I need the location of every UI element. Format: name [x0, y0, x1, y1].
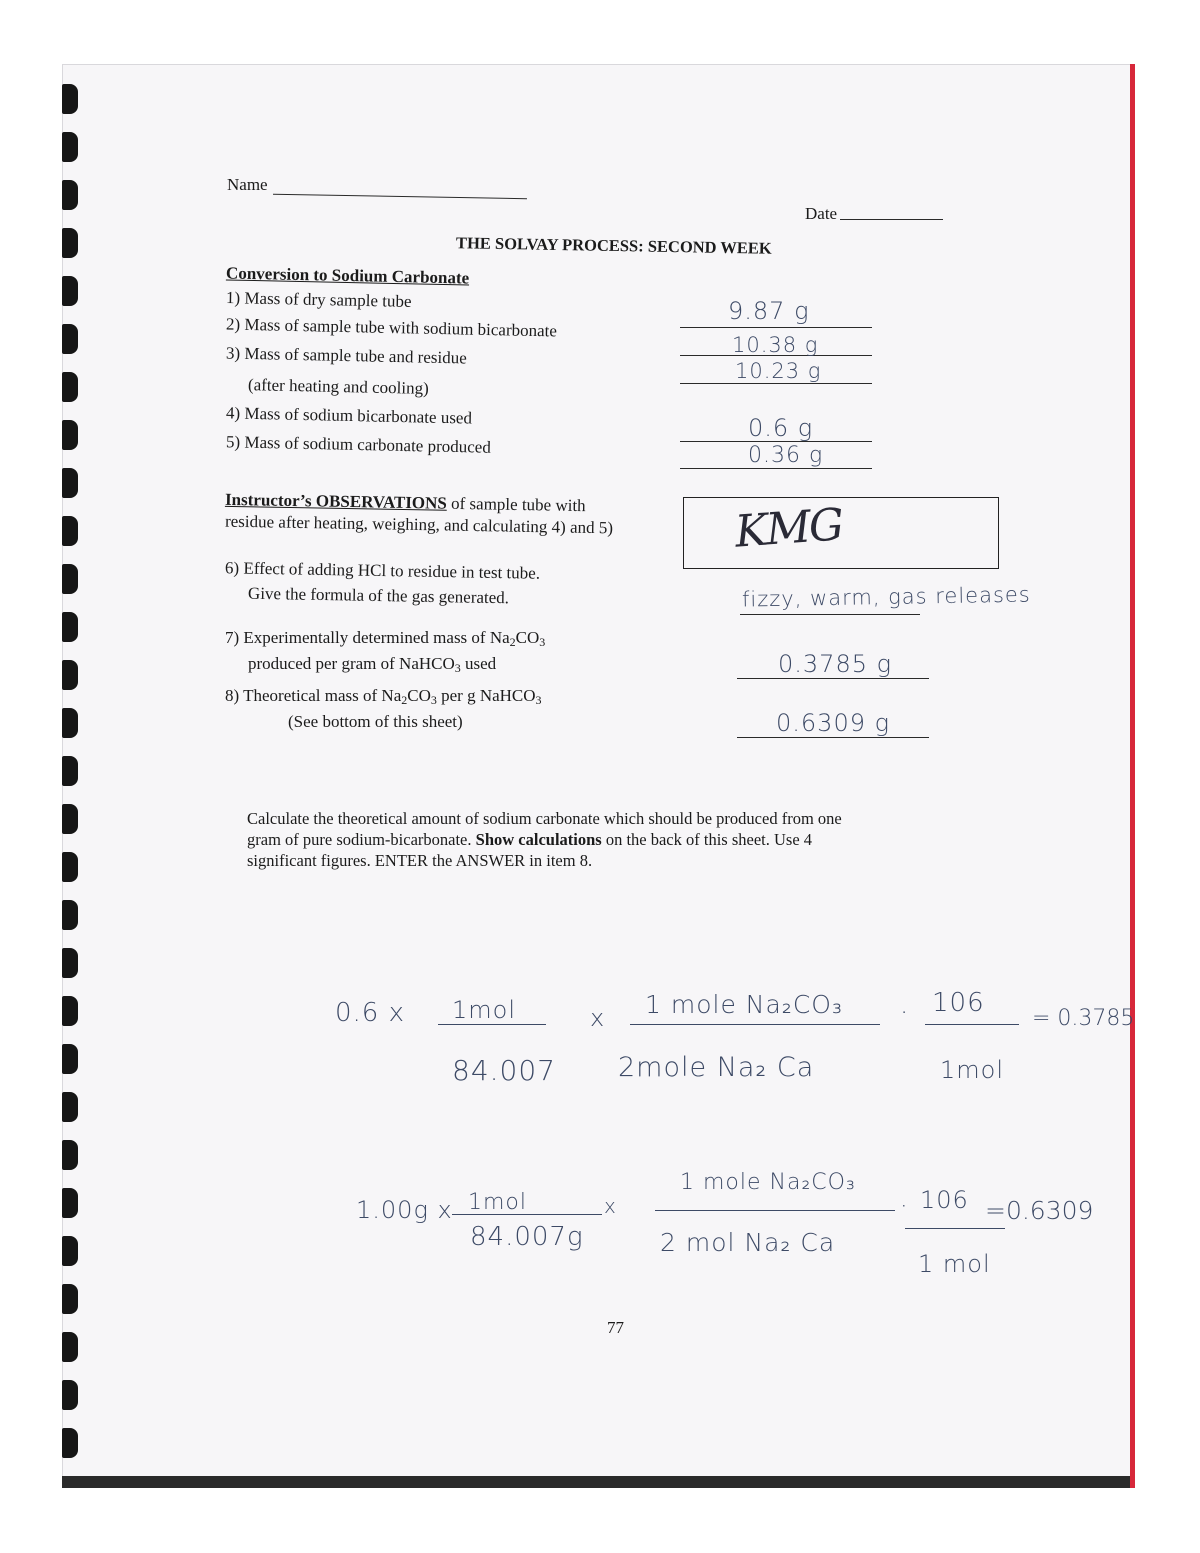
- calc2-f2-den: 2 mol Na₂ Ca: [660, 1228, 836, 1257]
- item-4-label: 4) Mass of sodium bicarbonate used: [225, 403, 473, 428]
- calc1-f3-den: 1mol: [940, 1056, 1004, 1084]
- calc1-dot: ·: [900, 998, 910, 1028]
- q8-sub-2: 2: [401, 693, 408, 707]
- calc1-start: 0.6 x: [335, 998, 405, 1028]
- spiral-binding: [62, 64, 80, 1488]
- calc2-dot: ·: [900, 1192, 909, 1220]
- calc1-f1-den: 84.007: [452, 1054, 556, 1087]
- instructions-line3: significant figures. ENTER the ANSWER in item 8.: [247, 851, 593, 870]
- q7-line1: [225, 628, 545, 648]
- calc1-f3-num: 106: [932, 988, 985, 1018]
- binding-ring: [62, 1044, 78, 1074]
- calc2-result: =0.6309: [985, 1196, 1094, 1225]
- item-3-label: 3) Mass of sample tube and residue: [225, 343, 467, 368]
- instructions-show-calculations: Show calculations: [475, 830, 602, 849]
- binding-ring: [62, 324, 78, 354]
- q6-line1: 6) Effect of adding HCl to residue in test tube.: [224, 558, 541, 583]
- binding-ring: [62, 132, 78, 162]
- calc2-f2-num: 1 mole Na₂CO₃: [680, 1170, 856, 1195]
- q7-line2-text: produced per gram of NaHCO: [248, 654, 455, 673]
- calc1-f2-den: 2mole Na₂ Ca: [618, 1052, 815, 1083]
- item-1-blank: [680, 327, 872, 328]
- calc1-f1-bar: [438, 1024, 546, 1025]
- binding-ring: [62, 420, 78, 450]
- instructions-line2: [247, 830, 812, 850]
- item-4-answer: 0.6 g: [748, 414, 814, 442]
- calc1-f2-bar: [630, 1024, 880, 1025]
- q6-answer: fizzy, warm, gas releases: [741, 582, 1031, 612]
- binding-ring: [62, 612, 78, 642]
- calc2-f1-bar: [452, 1214, 602, 1215]
- binding-ring: [62, 564, 78, 594]
- item-2-answer: 10.38 g: [732, 333, 819, 357]
- q7-line2: [248, 654, 496, 674]
- red-page-edge: [1130, 64, 1135, 1488]
- item-3-answer: 10.23 g: [735, 359, 822, 383]
- binding-ring: [62, 996, 78, 1026]
- calc1-f3-bar: [925, 1024, 1019, 1025]
- q8-line1-per: per g NaHCO: [436, 686, 536, 705]
- section-heading: Conversion to Sodium Carbonate: [225, 263, 470, 288]
- calc1-times: x: [590, 1004, 606, 1032]
- binding-ring: [62, 228, 78, 258]
- calc2-f1-den: 84.007g: [470, 1222, 584, 1252]
- binding-ring: [62, 1188, 78, 1218]
- name-label: Name: [227, 175, 268, 194]
- item-1-label: 1) Mass of dry sample tube: [225, 288, 412, 311]
- q8-line1: [225, 686, 542, 706]
- binding-ring: [62, 1140, 78, 1170]
- binding-ring: [62, 900, 78, 930]
- q7-line2-sub: 3: [454, 661, 461, 675]
- q8-sub-3b: 3: [535, 693, 542, 707]
- binding-ring: [62, 1236, 78, 1266]
- calc2-f3-den: 1 mol: [918, 1250, 991, 1278]
- calc2-f1-num: 1mol: [468, 1190, 527, 1215]
- instructor-initials: KMG: [733, 499, 844, 558]
- q7-line1-text: 7) Experimentally determined mass of Na: [225, 628, 510, 647]
- calc1-f1-num: 1mol: [452, 996, 516, 1024]
- q8-line2: (See bottom of this sheet): [288, 712, 463, 731]
- q7-answer: 0.3785 g: [778, 650, 893, 678]
- page-number: 77: [607, 1318, 624, 1337]
- instructions-line2-a: gram of pure sodium-bicarbonate.: [247, 830, 476, 849]
- q7-line1-co: CO: [515, 628, 540, 647]
- binding-ring: [62, 1380, 78, 1410]
- binding-ring: [62, 708, 78, 738]
- binding-ring: [62, 516, 78, 546]
- observations-heading: Instructor’s OBSERVATIONS: [224, 489, 448, 513]
- calc2-f3-num: 106: [920, 1186, 969, 1214]
- date-blank: [840, 219, 943, 220]
- observations-text1: of sample tube with: [446, 493, 586, 516]
- q7-blank: [737, 678, 929, 679]
- q6-line2: Give the formula of the gas generated.: [247, 583, 510, 608]
- calc1-result: = 0.3785: [1032, 1006, 1135, 1031]
- binding-ring: [62, 372, 78, 402]
- binding-ring: [62, 180, 78, 210]
- binding-ring: [62, 1284, 78, 1314]
- binding-ring: [62, 276, 78, 306]
- binding-ring: [62, 660, 78, 690]
- item-2-label: 2) Mass of sample tube with sodium bicarbonate: [225, 314, 558, 341]
- instructions-line1: Calculate the theoretical amount of sodium carbonate which should be produced from one: [247, 809, 842, 828]
- instructions-line2-b: on the back of this sheet. Use 4: [601, 830, 813, 849]
- q8-blank: [737, 737, 929, 738]
- binding-ring: [62, 852, 78, 882]
- binding-ring: [62, 756, 78, 786]
- binding-ring: [62, 948, 78, 978]
- item-3-sublabel: (after heating and cooling): [247, 375, 429, 398]
- date-label: Date: [805, 204, 838, 223]
- binding-ring: [62, 468, 78, 498]
- page-bottom-shadow: [62, 1476, 1134, 1488]
- item-5-label: 5) Mass of sodium carbonate produced: [225, 432, 492, 457]
- calc2-f3-bar: [905, 1228, 1005, 1229]
- q8-answer: 0.6309 g: [776, 709, 891, 737]
- q7-line2-used: used: [460, 654, 497, 673]
- binding-ring: [62, 804, 78, 834]
- item-3-blank: [680, 383, 872, 384]
- binding-ring: [62, 1332, 78, 1362]
- binding-ring: [62, 1092, 78, 1122]
- q6-blank: [740, 614, 920, 615]
- observations-line2: residue after heating, weighing, and calculating 4) and 5): [224, 511, 614, 538]
- item-5-blank: [680, 468, 872, 469]
- page-title: THE SOLVAY PROCESS: SECOND WEEK: [455, 233, 772, 258]
- q8-sub-3: 3: [430, 693, 437, 707]
- item-5-answer: 0.36 g: [748, 443, 824, 468]
- binding-ring: [62, 84, 78, 114]
- item-1-answer: 9.87 g: [728, 297, 810, 325]
- calc2-start: 1.00g x: [356, 1196, 453, 1224]
- calc2-f2-bar: [655, 1210, 895, 1211]
- q7-sub-2: 2: [509, 635, 516, 649]
- q8-line1-text: 8) Theoretical mass of Na: [225, 686, 402, 705]
- calc2-times: x: [604, 1194, 617, 1218]
- binding-ring: [62, 1428, 78, 1458]
- q7-sub-3: 3: [539, 635, 546, 649]
- calc1-f2-num: 1 mole Na₂CO₃: [645, 990, 843, 1019]
- q8-line1-co: CO: [407, 686, 431, 705]
